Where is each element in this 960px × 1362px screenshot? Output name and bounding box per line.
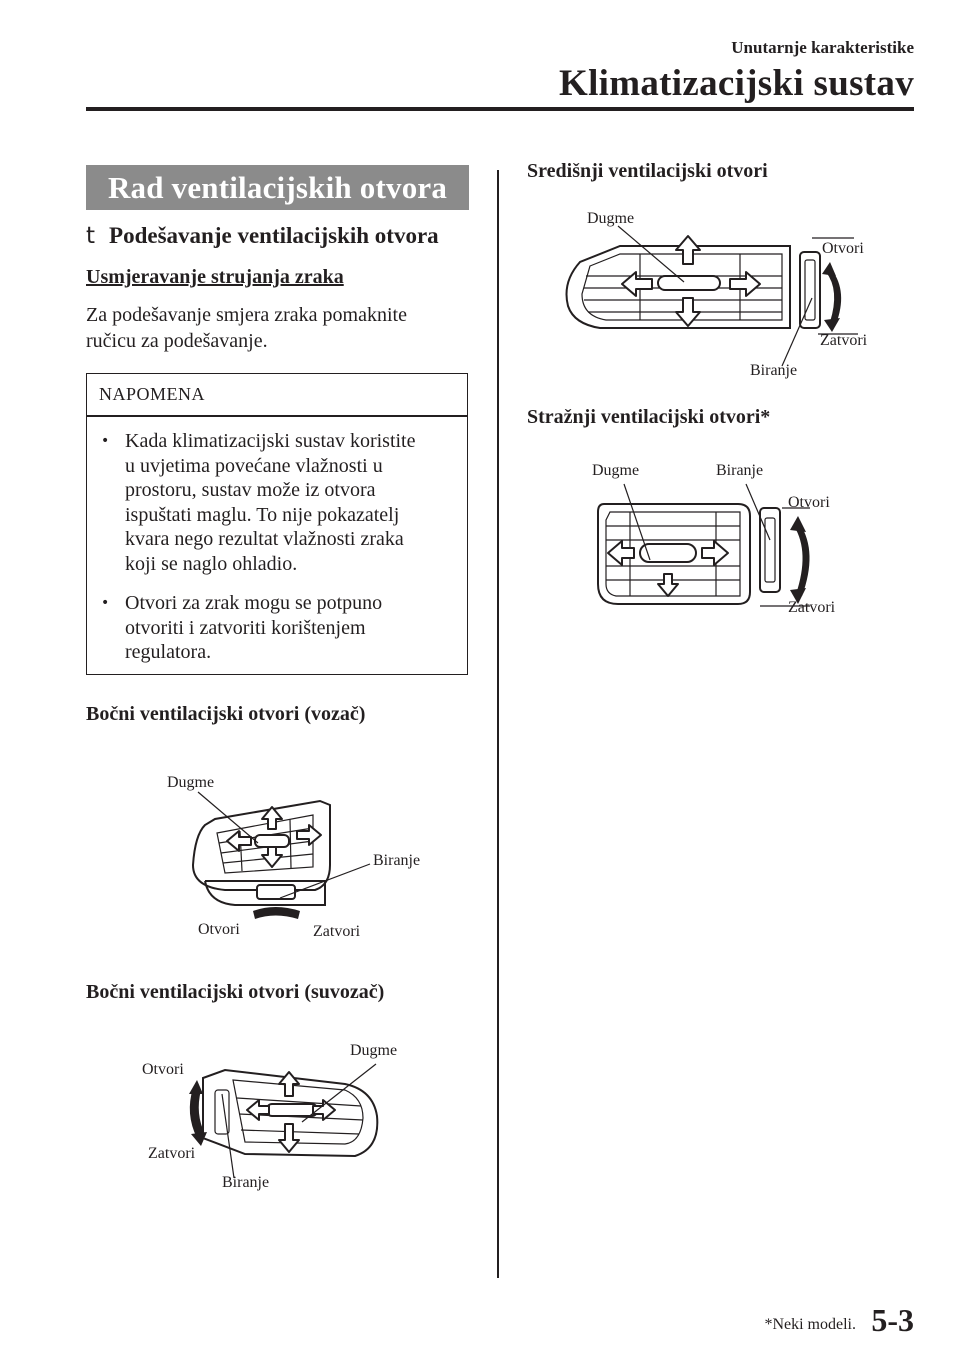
note-line: otvoriti i zatvoriti korištenjem bbox=[125, 616, 366, 639]
note-line: Otvori za zrak mogu se potpuno bbox=[125, 592, 383, 614]
airflow-line: ručicu za podešavanje. bbox=[86, 330, 268, 352]
note-line: prostoru, sustav može iz otvora bbox=[125, 479, 376, 501]
note-line: kvara nego rezultat vlažnosti zraka bbox=[125, 528, 404, 550]
center-open-label: Otvori bbox=[822, 240, 864, 257]
center-close-label: Zatvori bbox=[820, 332, 868, 349]
driver-dial-label: Biranje bbox=[373, 852, 421, 869]
note-line: koji se naglo ohladio. bbox=[125, 552, 298, 575]
bullet-icon: • bbox=[101, 595, 110, 611]
driver-close-label: Zatvori bbox=[313, 923, 361, 940]
page-number: 5-3 bbox=[871, 1302, 914, 1338]
bullet-icon: • bbox=[101, 433, 110, 449]
note-line: u uvjetima povećane vlažnosti u bbox=[125, 454, 383, 477]
note-item bbox=[101, 429, 455, 576]
center-button-label: Dugme bbox=[587, 210, 635, 227]
passenger-close-label: Zatvori bbox=[148, 1145, 196, 1162]
rear-vent-caption: Stražnji ventilacijski otvori* bbox=[527, 406, 771, 428]
passenger-vent-caption: Bočni ventilacijski otvori (suvozač) bbox=[86, 981, 385, 1003]
passenger-button-label: Dugme bbox=[350, 1042, 398, 1059]
center-dial-label: Biranje bbox=[750, 362, 798, 379]
note-line: regulatora. bbox=[125, 641, 212, 663]
center-leader-lines bbox=[590, 210, 890, 380]
section-title: Unutarnje karakteristike bbox=[731, 38, 914, 57]
section-marker-icon: t bbox=[86, 223, 96, 249]
note-line: Kada klimatizacijski sustav koristite bbox=[125, 430, 416, 452]
column-divider bbox=[497, 170, 499, 1278]
note-box bbox=[86, 373, 468, 675]
footer-note: *Neki modeli. bbox=[764, 1316, 856, 1333]
note-divider bbox=[87, 415, 467, 417]
passenger-dial-label: Biranje bbox=[222, 1174, 270, 1191]
section-banner: Rad ventilacijskih otvora bbox=[86, 165, 469, 210]
rear-dial-label: Biranje bbox=[716, 462, 764, 479]
driver-vent-caption: Bočni ventilacijski otvori (vozač) bbox=[86, 703, 366, 725]
rear-button-label: Dugme bbox=[592, 462, 640, 479]
driver-open-label: Otvori bbox=[198, 921, 240, 938]
rear-close-label: Zatvori bbox=[788, 599, 836, 616]
driver-button-label: Dugme bbox=[167, 774, 215, 791]
chapter-title: Klimatizacijski sustav bbox=[558, 63, 914, 104]
airflow-paragraph bbox=[86, 302, 471, 354]
driver-leader-lines bbox=[180, 780, 380, 910]
airflow-heading: Usmjeravanje strujanja zraka bbox=[86, 266, 344, 288]
subheading bbox=[86, 223, 439, 249]
airflow-line: Za podešavanje smjera zraka pomaknite bbox=[86, 304, 407, 326]
subheading-text: Podešavanje ventilacijskih otvora bbox=[109, 223, 439, 248]
passenger-leader-lines bbox=[200, 1050, 420, 1180]
note-title: NAPOMENA bbox=[99, 384, 206, 404]
rear-open-label: Otvori bbox=[788, 494, 830, 511]
header-rule bbox=[86, 107, 914, 111]
center-vent-caption: Središnji ventilacijski otvori bbox=[527, 160, 768, 182]
note-line: ispuštati maglu. To nije pokazatelj bbox=[125, 503, 400, 526]
note-item bbox=[101, 591, 455, 665]
passenger-open-label: Otvori bbox=[142, 1061, 184, 1078]
